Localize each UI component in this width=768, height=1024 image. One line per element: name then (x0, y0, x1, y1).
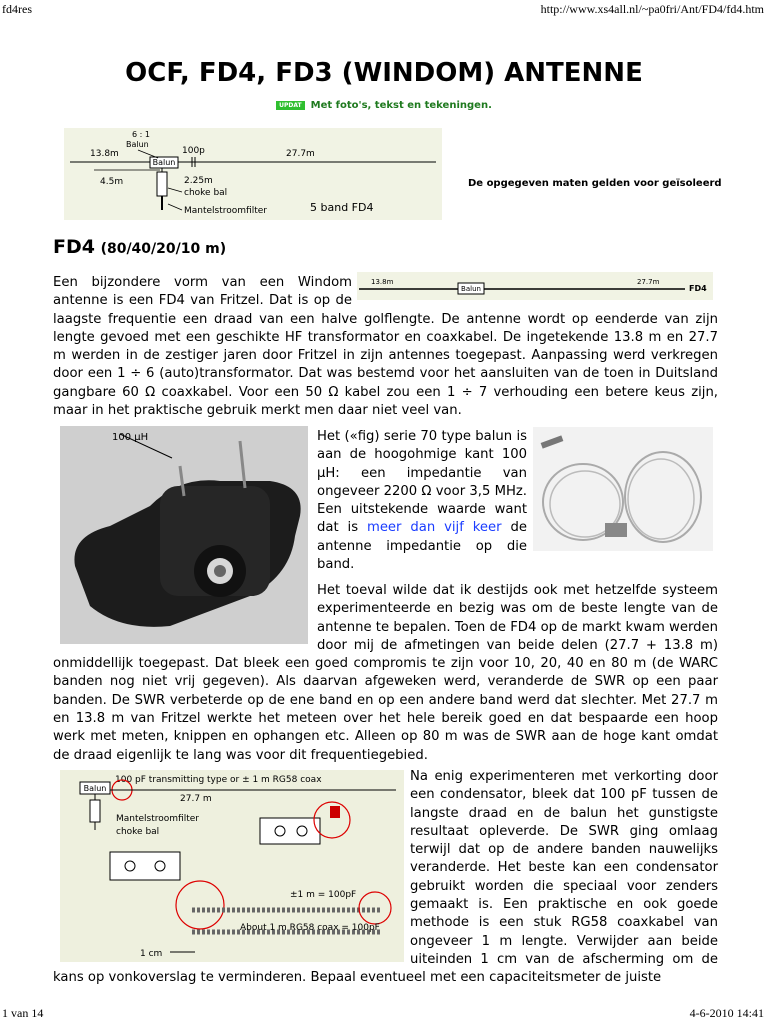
diagram3-coax2: About 1 m RG58 coax = 100pF (240, 923, 380, 933)
diagram1-balun-top: Balun (126, 140, 149, 149)
diagram3-top: 100 pF transmitting type or ± 1 m RG58 coax (115, 775, 322, 785)
diagram1-label: 5 band FD4 (310, 201, 374, 214)
section-heading (53, 236, 226, 258)
diagram3-cm: 1 cm (140, 949, 163, 959)
coax-coils-photo (533, 427, 713, 551)
page-title: OCF, FD4, FD3 (WINDOM) ANTENNE (125, 58, 643, 88)
diagram1-feed-left: 4.5m (100, 177, 124, 187)
diagram2-label: FD4 (689, 284, 707, 293)
photo1-label: 100 µH (112, 432, 149, 443)
diagram1-cap: 100p (182, 146, 205, 156)
diagram3-coax1: ±1 m = 100pF (290, 890, 357, 900)
diagram2-left: 13.8m (371, 278, 394, 286)
footer-page: 1 van 14 (2, 1006, 44, 1020)
diagram3-choke: choke bal (116, 827, 160, 837)
diagram2-balun: Balun (461, 285, 481, 293)
diagram1-balun: Balun (152, 158, 176, 167)
header-left: fd4res (2, 2, 32, 16)
diagram2-right: 27.7m (637, 278, 660, 286)
update-line (0, 100, 768, 111)
section-title: FD4 (53, 236, 95, 258)
para2-text-a: Het («fig) serie 70 type balun is aan de hoogohmige kant 100 µH: een impedantie van ongeveer 2200 Ω voor 3,5 MHz. Een uitstekende waarde want dat is (317, 429, 527, 536)
footer-date: 4-6-2010 14:41 (689, 1006, 764, 1020)
header-url: http://www.xs4all.nl/~pa0fri/Ant/FD4/fd4.htm (540, 2, 764, 16)
diagram3-len: 27.7 m (180, 794, 212, 804)
section-subtitle: (80/40/20/10 m) (100, 241, 227, 257)
diagram1-left-len: 13.8m (90, 149, 119, 159)
diagram1-right-len: 27.7m (286, 149, 315, 159)
paragraph-condensator: Na enig experimenteren met verkorting door een condensator, bleek dat 100 pF tussen de langste draad en de balun het gunstigste resultaat opleverde. De SWR ging omlaag terwijl dat op de andere banden nauwelijks veranderde. Het beste kan een condensator gebruikt worden die speciaal voor zenders gemaakt is. Een praktische en ook goede methode is een stuk RG58 coaxkabel van ongeveer 1 m lengte. Verwijder aan beide uiteinden 1 cm van de afscherming om de kans op vonkoverslag te verminderen. Bepaal eventueel met een capaciteitsmeter de juiste (53, 769, 718, 986)
link-meer-dan-vijf-keer[interactable]: meer dan vijf keer (366, 520, 502, 536)
diagram1-choke: choke bal (184, 188, 228, 198)
diagram1-mantel: Mantelstroomfilter (184, 206, 267, 216)
paragraph-balun (317, 428, 527, 574)
diagram1-note: De opgegeven maten gelden voor geïsoleerd (468, 178, 722, 189)
paragraph-experiment: Het toeval wilde dat ik destijds ook met hetzelfde systeem experimenteerde en bezig was om de beste lengte van de antenne te bepalen. Toen de FD4 op de markt kwam werden door mij de afmetingen van beide delen (27.7 + 13.8 m) onmiddellijk toegepast. Dat bleek een goed compromis te zijn voor 10, 20, 40 en 80 m (de WARC banden nog niet vrij gegeven). Als daarvan afgeweken werd, veranderde de SWR op een paar banden. De SWR verbeterde op de ene band en op een andere band werd dat slechter. Met 27.7 m en 13.8 m van Fritzel werkte het meteen over het hele bereik goed en dat bespaarde een hoop werk met meten, knippen en ophangen etc. Alleen op 80 m was de SWR aan de hoge kant omdat de draad eigenlijk te lang was voor dit frequentiegebied. (53, 583, 718, 763)
diagram3-balun: Balun (83, 784, 107, 793)
diagram1-ratio: 6 : 1 (132, 130, 150, 139)
fd4-diagram (64, 128, 442, 220)
para2-text-b: de antenne impedantie op die band. (317, 520, 527, 573)
diagram3-mantel: Mantelstroomfilter (116, 814, 199, 824)
update-text: Met foto's, tekst en tekeningen. (310, 100, 492, 111)
diagram1-feed-down: 2.25m (184, 176, 213, 186)
paragraph-intro: Een bijzondere vorm van een Windom antenne is een FD4 van Fritzel. Dat is op de laagste frequentie een draad van een halve golflengte. De antenne wordt op eenderde van zijn lengte gevoed met een geschikte HF transformator en coaxkabel. De ingetekende 13.8 m en 27.7 m werden in de zestiger jaren door Fritzel in zijn antennes toegepast. Aanpassing werd verkregen door een 1 ÷ 6 (auto)transformator. Dat was bestemd voor het aansluiten van de toen in Duitsland gangbare 60 Ω coaxkabel. Voor een 50 Ω kabel zou een 1 ÷ 7 verhouding een betere keus zijn, maar in het praktische gebruik merkt men daar niet veel van. (53, 275, 718, 419)
update-badge: UPDAT (276, 101, 305, 110)
